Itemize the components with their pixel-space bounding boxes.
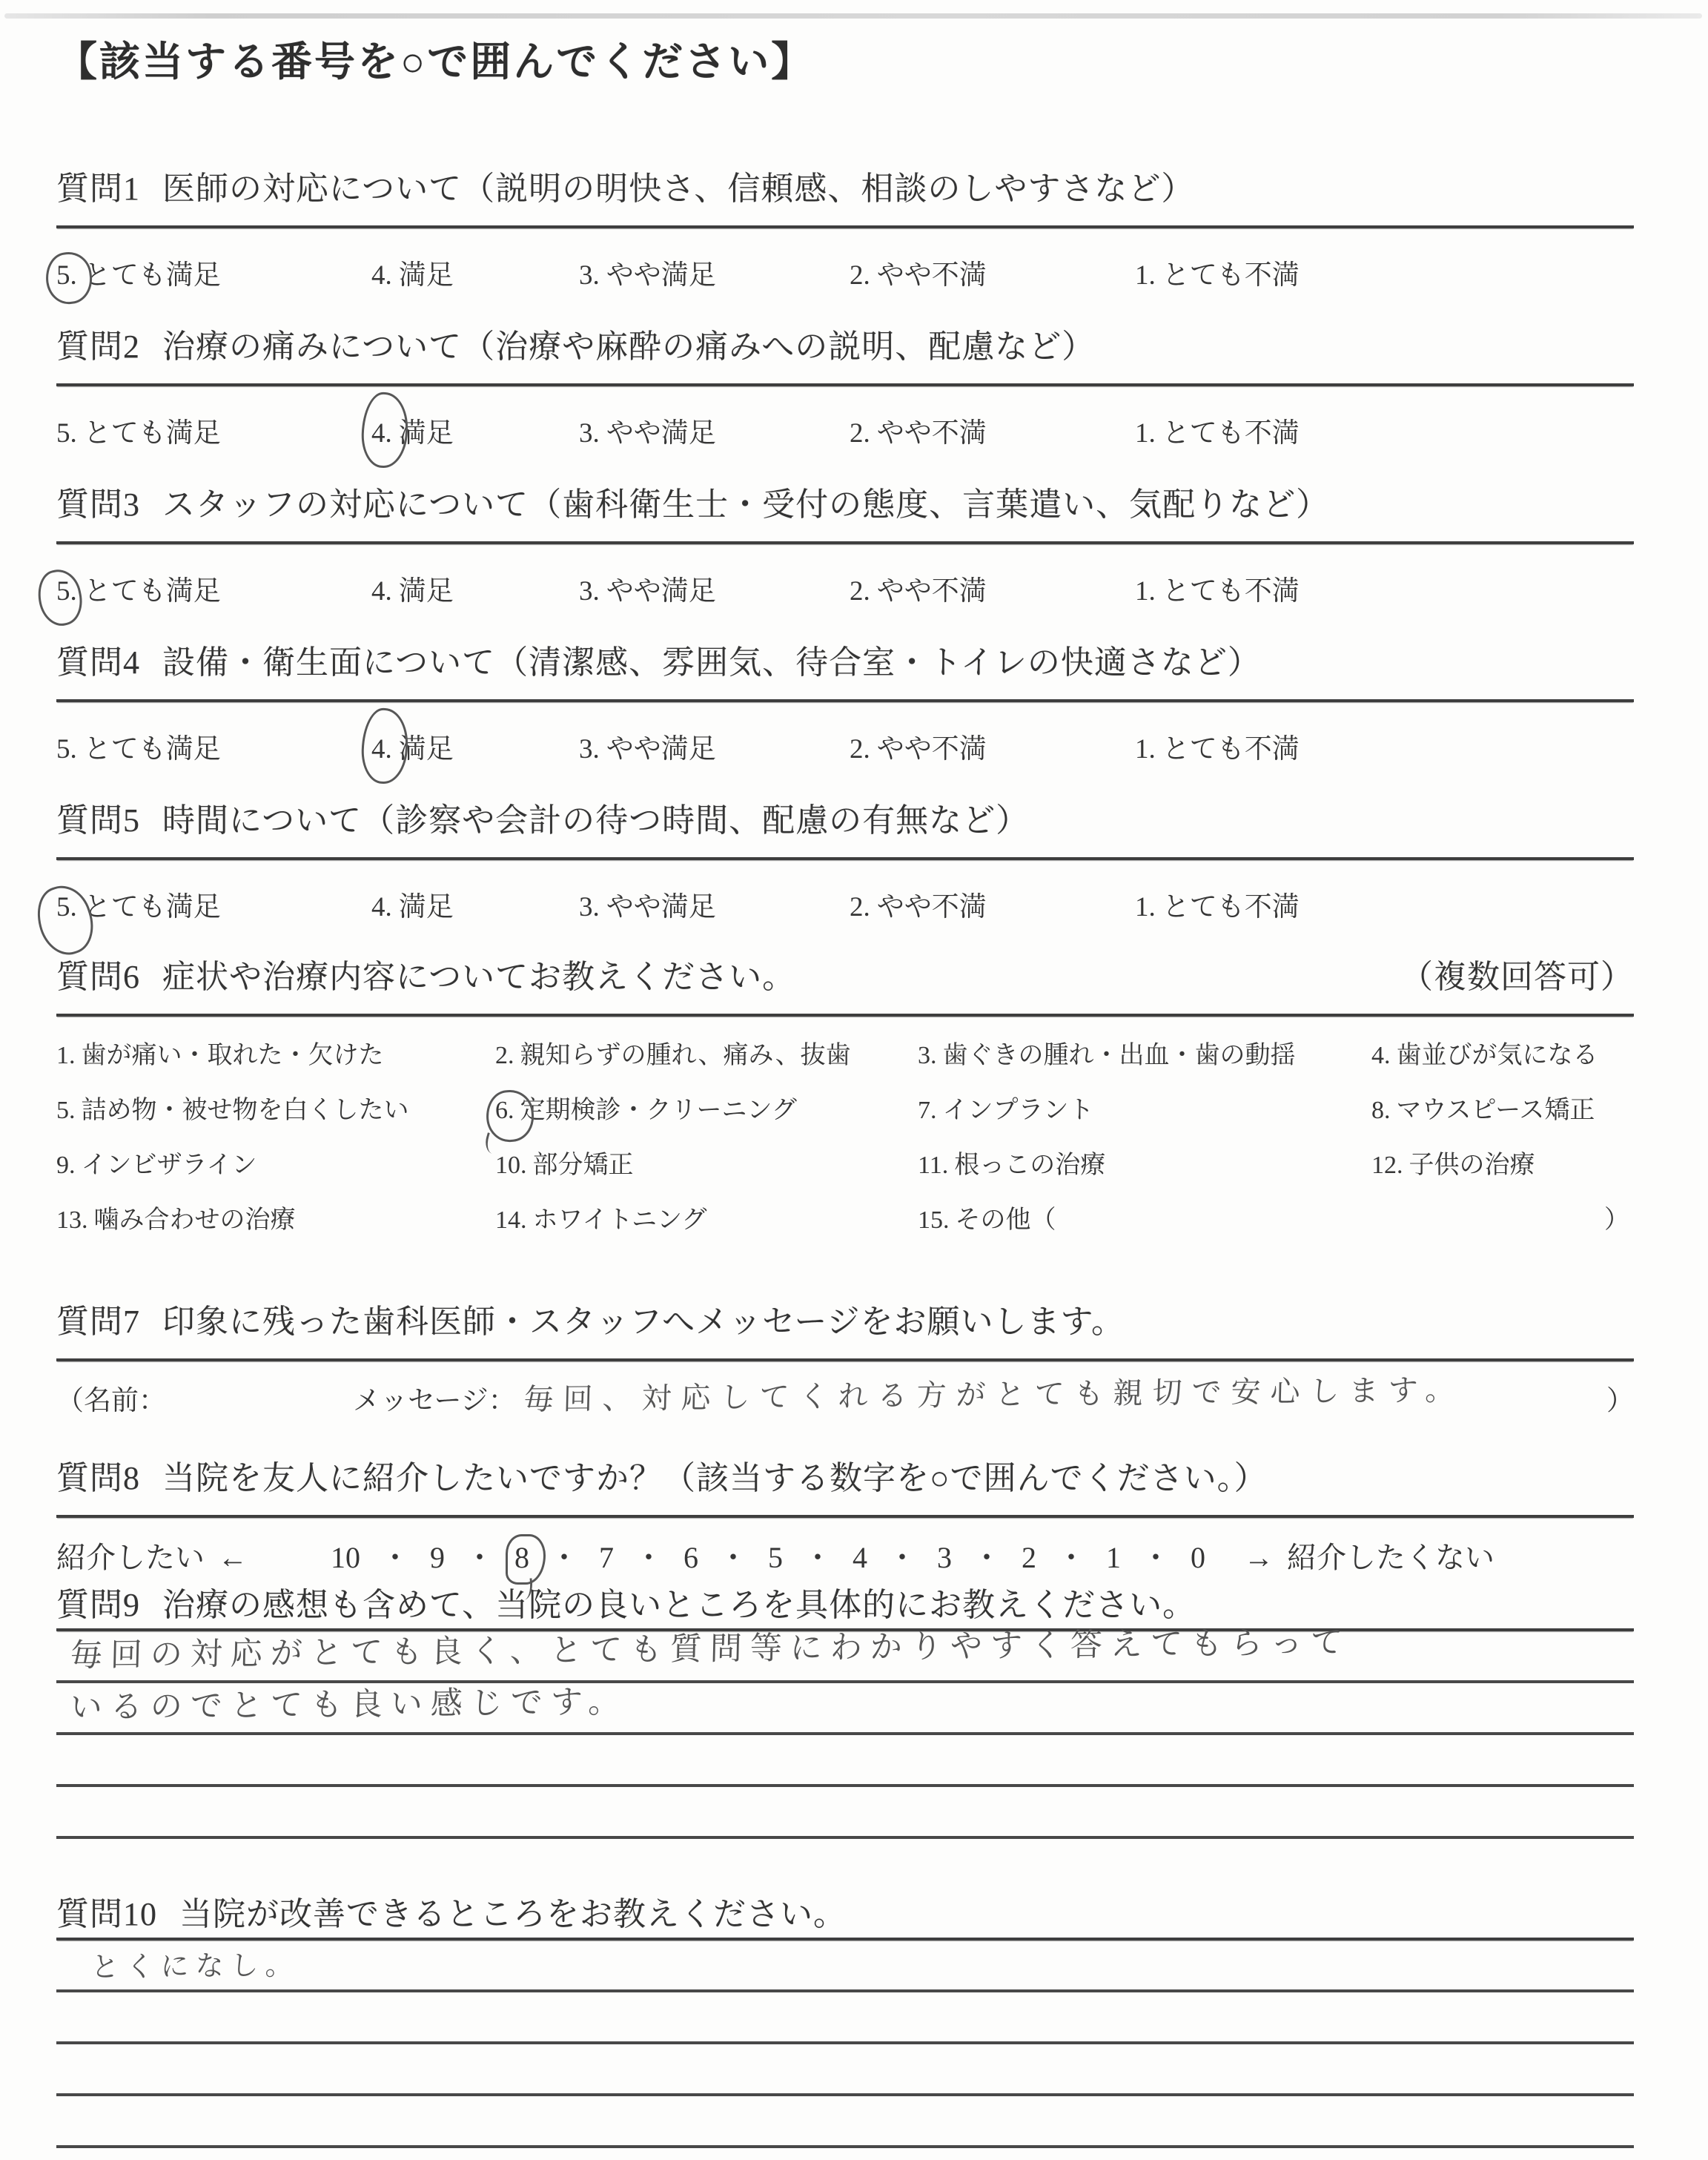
item-label: 噛み合わせの治療 bbox=[93, 1206, 296, 1234]
circled-answer-mark: 8 bbox=[514, 1540, 529, 1574]
answer-line-3-empty bbox=[56, 2044, 1634, 2096]
symptom-item-1 bbox=[56, 1034, 495, 1071]
item-number: 15. bbox=[918, 1206, 950, 1234]
question-8-heading bbox=[56, 1458, 1634, 1499]
option-somewhat-satisfied bbox=[579, 884, 716, 924]
option-label: とても満足 bbox=[83, 417, 221, 449]
question-1-number: 質問1 bbox=[56, 170, 140, 207]
question-7-text: 印象に残った歯科医師・スタッフへメッセージをお願いします。 bbox=[162, 1303, 1125, 1340]
symptom-item-15-other bbox=[918, 1199, 1371, 1235]
option-somewhat-satisfied bbox=[579, 410, 716, 450]
option-label: やや満足 bbox=[606, 733, 716, 764]
handwritten-answer-line-1: 毎回の対応がとても良く、とても質問等にわかりやすく答えてもらって bbox=[70, 1623, 1351, 1674]
symptom-item-8 bbox=[1371, 1089, 1634, 1126]
question-7-heading bbox=[56, 1301, 1634, 1342]
item-number: 4. bbox=[1371, 1041, 1391, 1069]
answer-line-2 bbox=[56, 1683, 1634, 1735]
question-9-block bbox=[56, 1585, 1634, 1839]
option-label: とても満足 bbox=[83, 733, 221, 764]
scale-3: 3 bbox=[937, 1540, 952, 1574]
question-8-number: 質問8 bbox=[56, 1459, 140, 1496]
symptom-item-5 bbox=[56, 1089, 495, 1126]
item-label: 歯並びが気になる bbox=[1396, 1041, 1598, 1069]
option-number: 3. bbox=[579, 891, 600, 922]
option-label: やや満足 bbox=[606, 417, 716, 449]
question-6-text: 症状や治療内容についてお教えください。 bbox=[162, 958, 796, 995]
other-closing-paren: ） bbox=[1604, 1206, 1629, 1234]
circled-answer-mark: 4. bbox=[371, 417, 392, 449]
option-satisfied bbox=[371, 252, 454, 292]
option-somewhat-satisfied bbox=[579, 568, 716, 608]
divider-line bbox=[56, 1014, 1634, 1017]
divider-line bbox=[56, 225, 1634, 228]
symptom-item-3 bbox=[918, 1034, 1371, 1071]
question-2-heading bbox=[56, 326, 1634, 367]
item-label: 定期検診・クリーニング bbox=[520, 1096, 797, 1124]
option-label: やや満足 bbox=[606, 260, 716, 291]
question-1-block bbox=[56, 168, 1634, 292]
left-arrow-icon: ← bbox=[218, 1540, 248, 1574]
option-somewhat-satisfied bbox=[579, 252, 716, 292]
option-number: 4. bbox=[371, 575, 392, 607]
question-8-block bbox=[56, 1458, 1634, 1582]
question-3-text: スタッフの対応について（歯科衛生士・受付の態度、言葉遣い、気配りなど） bbox=[162, 486, 1330, 523]
symptom-item-2 bbox=[495, 1034, 918, 1071]
divider-line bbox=[56, 1358, 1634, 1361]
dot-separator: ・ bbox=[634, 1540, 663, 1574]
symptom-row-2 bbox=[56, 1089, 1634, 1144]
option-somewhat-dissatisfied bbox=[850, 884, 987, 924]
option-label: とても満足 bbox=[83, 891, 221, 922]
circled-answer-mark: 5. bbox=[56, 575, 77, 607]
option-number: 3. bbox=[579, 417, 600, 449]
option-very-satisfied bbox=[56, 726, 221, 766]
option-somewhat-satisfied bbox=[579, 726, 716, 766]
question-4-options bbox=[56, 721, 1634, 766]
option-label: とても不満 bbox=[1162, 575, 1300, 607]
scan-artifact-line bbox=[4, 13, 1702, 19]
circled-answer-mark: 4. bbox=[371, 733, 392, 764]
option-number: 2. bbox=[850, 891, 870, 922]
nps-scale-numbers bbox=[331, 1534, 1205, 1576]
item-label: 歯ぐきの腫れ・出血・歯の動揺 bbox=[942, 1041, 1296, 1069]
dot-separator: ・ bbox=[1056, 1540, 1086, 1574]
answer-line-1 bbox=[56, 1941, 1634, 1992]
option-somewhat-dissatisfied bbox=[850, 410, 987, 450]
scale-0: 0 bbox=[1191, 1540, 1205, 1574]
option-number: 1. bbox=[1135, 417, 1156, 449]
option-label: とても不満 bbox=[1162, 891, 1300, 922]
question-2-text: 治療の痛みについて（治療や麻酔の痛みへの説明、配慮など） bbox=[162, 328, 1096, 365]
divider-line bbox=[56, 1515, 1634, 1518]
option-number: 2. bbox=[850, 733, 870, 764]
option-label: 満足 bbox=[398, 733, 454, 764]
item-label: 根っこの治療 bbox=[954, 1151, 1106, 1179]
scale-4: 4 bbox=[853, 1540, 867, 1574]
question-1-options bbox=[56, 248, 1634, 292]
option-number: 3. bbox=[579, 733, 600, 764]
item-label: 歯が痛い・取れた・欠けた bbox=[81, 1041, 384, 1069]
question-5-text: 時間について（診察や会計の待つ時間、配慮の有無など） bbox=[162, 802, 1030, 839]
option-somewhat-dissatisfied bbox=[850, 252, 987, 292]
option-label: やや満足 bbox=[606, 575, 716, 607]
question-4-number: 質問4 bbox=[56, 644, 140, 681]
option-number: 2. bbox=[850, 575, 870, 607]
circled-answer-mark: 6. bbox=[495, 1096, 514, 1124]
circled-answer-mark: 5. bbox=[56, 891, 77, 922]
option-label: 満足 bbox=[398, 417, 454, 449]
option-number: 3. bbox=[579, 575, 600, 607]
option-label: やや満足 bbox=[606, 891, 716, 922]
question-10-heading bbox=[56, 1894, 1634, 1935]
item-label: 詰め物・被せ物を白くしたい bbox=[81, 1096, 409, 1124]
right-arrow-icon: → bbox=[1244, 1540, 1274, 1574]
symptom-item-9 bbox=[56, 1144, 495, 1180]
answer-line-1 bbox=[56, 1623, 1634, 1683]
item-label: ホワイトニング bbox=[532, 1206, 707, 1234]
question-9-heading bbox=[56, 1585, 1634, 1625]
question-4-heading bbox=[56, 642, 1634, 683]
circled-answer-mark: 5. bbox=[56, 260, 77, 291]
handwritten-answer-line-2: いるのでとても良い感じです。 bbox=[70, 1682, 629, 1726]
divider-line bbox=[56, 541, 1634, 544]
option-label: やや不満 bbox=[876, 733, 987, 764]
question-1-heading bbox=[56, 168, 1634, 209]
symptom-row-1 bbox=[56, 1034, 1634, 1089]
option-very-satisfied bbox=[56, 884, 221, 924]
symptom-item-10 bbox=[495, 1144, 918, 1180]
question-3-number: 質問3 bbox=[56, 486, 140, 523]
option-label: 満足 bbox=[398, 575, 454, 607]
nps-scale-row bbox=[56, 1534, 1634, 1582]
item-number: 9. bbox=[56, 1151, 76, 1179]
scale-9: 9 bbox=[430, 1540, 445, 1574]
dot-separator: ・ bbox=[380, 1540, 410, 1574]
item-number: 13. bbox=[56, 1206, 88, 1234]
option-label: やや不満 bbox=[876, 260, 987, 291]
handwritten-message: 毎回、対応してくれる方がとても親切で安心します。 bbox=[523, 1373, 1465, 1417]
option-satisfied bbox=[371, 568, 454, 608]
symptom-item-11 bbox=[918, 1144, 1371, 1180]
option-number: 1. bbox=[1135, 891, 1156, 922]
question-3-block bbox=[56, 484, 1634, 608]
option-number: 1. bbox=[1135, 733, 1156, 764]
question-6-number: 質問6 bbox=[56, 958, 140, 995]
item-label: その他（ bbox=[955, 1206, 1056, 1234]
item-number: 10. bbox=[495, 1151, 527, 1179]
scale-1: 1 bbox=[1106, 1540, 1121, 1574]
option-number: 5. bbox=[56, 417, 77, 449]
symptom-item-4 bbox=[1371, 1034, 1634, 1071]
scale-7: 7 bbox=[599, 1540, 614, 1574]
not-recommend-label: 紹介したくない bbox=[1287, 1540, 1494, 1574]
answer-line-4-empty bbox=[56, 2096, 1634, 2148]
item-number: 11. bbox=[918, 1151, 949, 1179]
dot-separator: ・ bbox=[549, 1540, 579, 1574]
closing-paren: ） bbox=[1606, 1385, 1634, 1416]
symptom-item-14 bbox=[495, 1199, 918, 1235]
option-very-satisfied bbox=[56, 410, 221, 450]
option-label: とても不満 bbox=[1162, 417, 1300, 449]
option-number: 1. bbox=[1135, 575, 1156, 607]
question-1-text: 医師の対応について（説明の明快さ、信頼感、相談のしやすさなど） bbox=[162, 170, 1195, 207]
question-3-heading bbox=[56, 484, 1634, 525]
question-6-heading bbox=[56, 957, 1634, 997]
dot-separator: ・ bbox=[887, 1540, 917, 1574]
option-very-dissatisfied bbox=[1135, 410, 1300, 450]
option-label: とても満足 bbox=[83, 575, 221, 607]
option-number: 1. bbox=[1135, 260, 1156, 291]
symptom-item-13 bbox=[56, 1199, 495, 1235]
question-8-text: 当院を友人に紹介したいですか？（該当する数字を○で囲んでください。） bbox=[162, 1459, 1268, 1496]
option-somewhat-dissatisfied bbox=[850, 568, 987, 608]
item-number: 2. bbox=[495, 1041, 514, 1069]
option-satisfied bbox=[371, 726, 454, 766]
option-very-dissatisfied bbox=[1135, 726, 1300, 766]
scale-10: 10 bbox=[331, 1540, 360, 1574]
option-label: とても不満 bbox=[1162, 733, 1300, 764]
question-6-block bbox=[56, 957, 1634, 1254]
answer-line-2-empty bbox=[56, 1992, 1634, 2044]
item-number: 7. bbox=[918, 1096, 937, 1124]
question-10-block bbox=[56, 1894, 1634, 2148]
question-2-block bbox=[56, 326, 1634, 450]
option-satisfied bbox=[371, 410, 454, 450]
option-label: とても不満 bbox=[1162, 260, 1300, 291]
symptom-options-grid bbox=[56, 1034, 1634, 1254]
dot-separator: ・ bbox=[803, 1540, 833, 1574]
question-3-options bbox=[56, 564, 1634, 608]
symptom-item-6 bbox=[495, 1089, 918, 1126]
question-2-number: 質問2 bbox=[56, 328, 140, 365]
item-number: 12. bbox=[1371, 1151, 1403, 1179]
option-very-dissatisfied bbox=[1135, 568, 1300, 608]
option-label: やや不満 bbox=[876, 575, 987, 607]
answer-line-4-empty bbox=[56, 1787, 1634, 1839]
option-label: 満足 bbox=[398, 260, 454, 291]
multiple-answers-note: （複数回答可） bbox=[1400, 958, 1634, 995]
option-number: 4. bbox=[371, 260, 392, 291]
item-label: インプラント bbox=[942, 1096, 1094, 1124]
option-number: 4. bbox=[371, 891, 392, 922]
option-label: やや不満 bbox=[876, 891, 987, 922]
question-10-text: 当院が改善できるところをお教えください。 bbox=[179, 1895, 847, 1932]
question-7-block bbox=[56, 1301, 1634, 1422]
answer-line-3-empty bbox=[56, 1735, 1634, 1787]
divider-line bbox=[56, 699, 1634, 702]
question-9-text: 治療の感想も含めて、当院の良いところを具体的にお教えください。 bbox=[162, 1586, 1196, 1623]
question-4-text: 設備・衛生面について（清潔感、雰囲気、待合室・トイレの快適さなど） bbox=[162, 644, 1261, 681]
page-title: 【該当する番号を○で囲んでください】 bbox=[56, 39, 815, 85]
question-4-block bbox=[56, 642, 1634, 766]
item-number: 8. bbox=[1371, 1096, 1391, 1124]
option-very-satisfied bbox=[56, 568, 221, 608]
option-very-dissatisfied bbox=[1135, 884, 1300, 924]
item-label: 親知らずの腫れ、痛み、抜歯 bbox=[520, 1041, 851, 1069]
symptom-item-7 bbox=[918, 1089, 1371, 1126]
symptom-row-4 bbox=[56, 1199, 1634, 1254]
item-label: マウスピース矯正 bbox=[1396, 1096, 1595, 1124]
option-very-satisfied bbox=[56, 252, 221, 292]
question-9-number: 質問9 bbox=[56, 1586, 140, 1623]
item-number: 3. bbox=[918, 1041, 937, 1069]
handwritten-answer: とくになし。 bbox=[90, 1948, 301, 1984]
question-5-block bbox=[56, 800, 1634, 924]
message-field-label: メッセージ： bbox=[353, 1385, 516, 1416]
dot-separator: ・ bbox=[718, 1540, 748, 1574]
option-very-dissatisfied bbox=[1135, 252, 1300, 292]
option-label: とても満足 bbox=[83, 260, 221, 291]
scale-6: 6 bbox=[683, 1540, 698, 1574]
question-5-options bbox=[56, 879, 1634, 924]
scale-5: 5 bbox=[768, 1540, 783, 1574]
option-label: やや不満 bbox=[876, 417, 987, 449]
symptom-item-12 bbox=[1371, 1144, 1634, 1180]
item-number: 1. bbox=[56, 1041, 76, 1069]
divider-line bbox=[56, 383, 1634, 386]
message-answer-row bbox=[56, 1373, 1634, 1422]
item-number: 5. bbox=[56, 1096, 76, 1124]
name-field-label: （名前： bbox=[56, 1385, 166, 1416]
dot-separator: ・ bbox=[465, 1540, 494, 1574]
option-number: 5. bbox=[56, 733, 77, 764]
question-10-number: 質問10 bbox=[56, 1895, 157, 1932]
option-somewhat-dissatisfied bbox=[850, 726, 987, 766]
item-number: 14. bbox=[495, 1206, 527, 1234]
option-label: 満足 bbox=[398, 891, 454, 922]
dot-separator: ・ bbox=[1141, 1540, 1171, 1574]
option-number: 2. bbox=[850, 260, 870, 291]
question-2-options bbox=[56, 406, 1634, 450]
option-satisfied bbox=[371, 884, 454, 924]
option-number: 2. bbox=[850, 417, 870, 449]
scale-2: 2 bbox=[1022, 1540, 1036, 1574]
question-5-heading bbox=[56, 800, 1634, 841]
item-label: 部分矯正 bbox=[532, 1151, 634, 1179]
recommend-label: 紹介したい bbox=[56, 1540, 205, 1574]
question-7-number: 質問7 bbox=[56, 1303, 140, 1340]
item-label: 子供の治療 bbox=[1409, 1151, 1535, 1179]
option-number: 3. bbox=[579, 260, 600, 291]
symptom-row-3 bbox=[56, 1144, 1634, 1199]
item-label: インビザライン bbox=[81, 1151, 257, 1179]
dot-separator: ・ bbox=[972, 1540, 1002, 1574]
question-5-number: 質問5 bbox=[56, 802, 140, 839]
divider-line bbox=[56, 857, 1634, 860]
